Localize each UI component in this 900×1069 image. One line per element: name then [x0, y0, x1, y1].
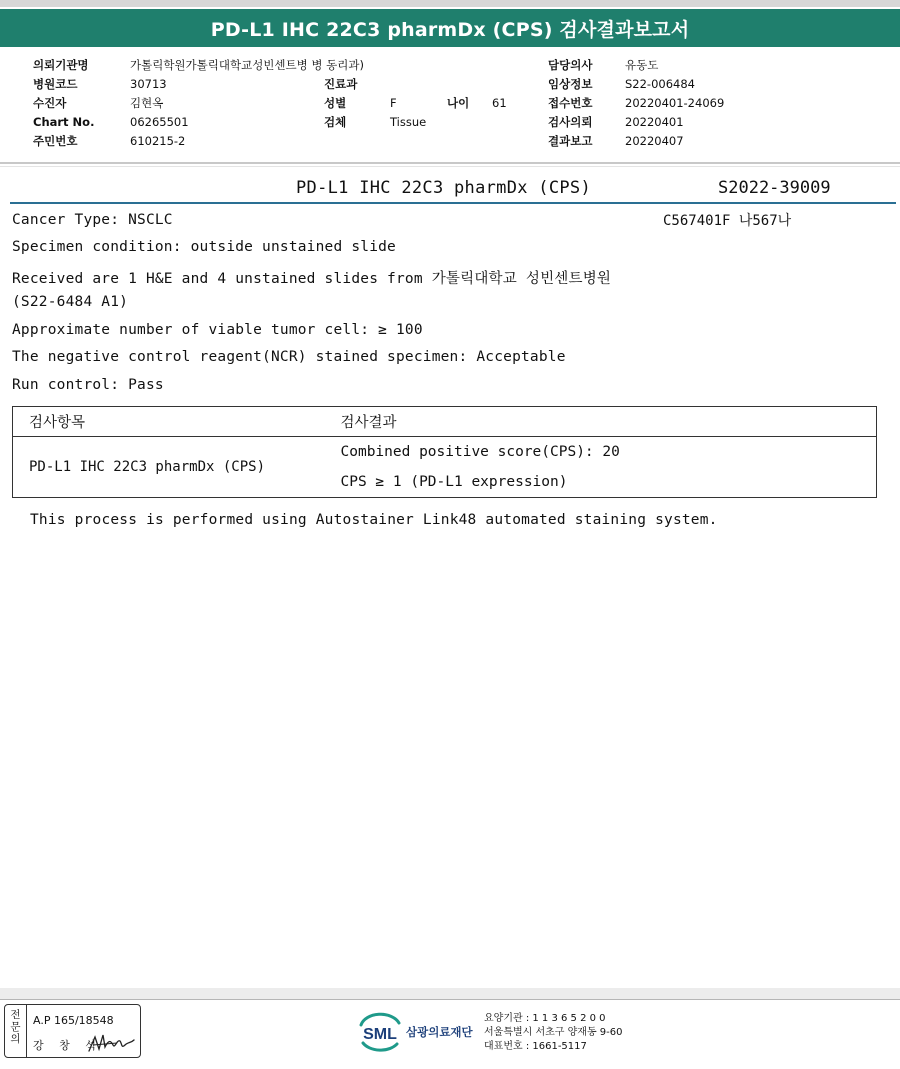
result-table-header — [13, 407, 877, 437]
stamp-side-char: 문 — [10, 1021, 21, 1033]
patient-info-col3 — [548, 56, 592, 151]
test-item-cell: PD-L1 IHC 22C3 pharmDx (CPS) — [29, 459, 266, 475]
patient-info-col2 — [324, 75, 357, 132]
col-item-header: 검사항목 — [13, 407, 323, 437]
stamp-side-label — [5, 1005, 27, 1057]
age-block — [447, 94, 469, 113]
cps-score: Combined positive score(CPS): 20 — [340, 444, 620, 460]
chart-no-label: Chart No. — [33, 115, 95, 129]
sex-label: 성별 — [324, 96, 347, 110]
specimen-value: Tissue — [390, 115, 427, 129]
ncr-line: The negative control reagent(NCR) stained specimen: Acceptable — [12, 349, 566, 365]
patient-info-col3-values — [625, 56, 724, 151]
doctor-value: 유동도 — [625, 58, 659, 72]
specimen-code: C567401F 나567나 — [663, 213, 792, 229]
table-row — [13, 437, 877, 498]
col-result-header: 검사결과 — [323, 407, 877, 437]
doctor-label: 담당의사 — [548, 58, 593, 72]
sml-logo-icon — [357, 1011, 403, 1053]
request-date-label: 검사의뢰 — [548, 115, 593, 129]
stamp-pathologist-name: 강 창 석 — [33, 1039, 102, 1052]
institution-value: 가톨릭학원가톨릭대학교성빈센트병 병 동리과) — [130, 58, 364, 72]
cps-interpretation: CPS ≥ 1 (PD-L1 expression) — [340, 474, 568, 490]
stamp-side-char: 의 — [10, 1033, 21, 1045]
department-label: 진료과 — [324, 77, 358, 91]
pathologist-stamp — [4, 1004, 141, 1058]
clinical-info-label: 임상정보 — [548, 77, 593, 91]
age-value: 61 — [492, 96, 507, 110]
stamp-side-char: 전 — [10, 1009, 21, 1021]
request-date-value: 20220401 — [625, 115, 684, 129]
patient-info-col2-values — [390, 94, 426, 132]
cancer-type-line: Cancer Type: NSCLC — [12, 212, 173, 228]
info-divider-light — [0, 166, 900, 167]
institution-number: 요양기관 : 1 1 3 6 5 2 0 0 — [484, 1013, 606, 1024]
hospital-code-value: 30713 — [130, 77, 167, 91]
title-rule — [10, 202, 896, 204]
age-value-block — [492, 94, 507, 113]
specimen-condition-line: Specimen condition: outside unstained slide — [12, 239, 396, 255]
resident-no-value: 610215-2 — [130, 134, 186, 148]
footer-rule — [0, 999, 900, 1000]
age-label: 나이 — [447, 96, 470, 110]
top-band — [0, 0, 900, 7]
report-header-title: PD-L1 IHC 22C3 pharmDx (CPS) 검사결과보고서 — [0, 9, 900, 47]
logo-text: SML — [363, 1026, 397, 1043]
footer-band — [0, 988, 900, 999]
report-title: PD-L1 IHC 22C3 pharmDx (CPS) — [296, 178, 591, 198]
examinee-value: 김현옥 — [130, 96, 164, 110]
examinee-label: 수진자 — [33, 96, 67, 110]
test-result-cell — [323, 437, 877, 498]
tumor-cell-line: Approximate number of viable tumor cell: ≥ 100 — [12, 322, 423, 338]
institution-label: 의뢰기관명 — [33, 58, 89, 72]
report-id: S2022-39009 — [718, 178, 831, 198]
hospital-code-label: 병원코드 — [33, 77, 78, 91]
chart-no-value: 06265501 — [130, 115, 189, 129]
phone-line: 대표번호 : 1661-5117 — [484, 1041, 587, 1052]
stamp-ap-number: A.P 165/18548 — [33, 1014, 114, 1027]
resident-no-label: 주민번호 — [33, 134, 78, 148]
patient-info-col1 — [33, 56, 94, 151]
run-control-line: Run control: Pass — [12, 377, 164, 393]
receipt-no-value: 20220401-24069 — [625, 96, 725, 110]
report-date-value: 20220407 — [625, 134, 684, 148]
clinical-info-value: S22-006484 — [625, 77, 695, 91]
sex-value: F — [390, 96, 397, 110]
org-name: 삼광의료재단 — [406, 1025, 473, 1039]
org-address — [484, 1012, 623, 1054]
address-line: 서울특별시 서초구 양재동 9-60 — [484, 1027, 623, 1038]
block-id-line: (S22-6484 A1) — [12, 294, 129, 310]
info-divider — [0, 162, 900, 164]
specimen-label: 검체 — [324, 115, 347, 129]
received-slides-line: Received are 1 H&E and 4 unstained slides from 가톨릭대학교 성빈센트병원 — [12, 271, 612, 287]
receipt-no-label: 접수번호 — [548, 96, 593, 110]
signature-image — [87, 1031, 137, 1055]
result-table — [12, 406, 877, 498]
process-note: This process is performed using Autostainer Link48 automated staining system. — [30, 512, 718, 528]
report-date-label: 결과보고 — [548, 134, 593, 148]
